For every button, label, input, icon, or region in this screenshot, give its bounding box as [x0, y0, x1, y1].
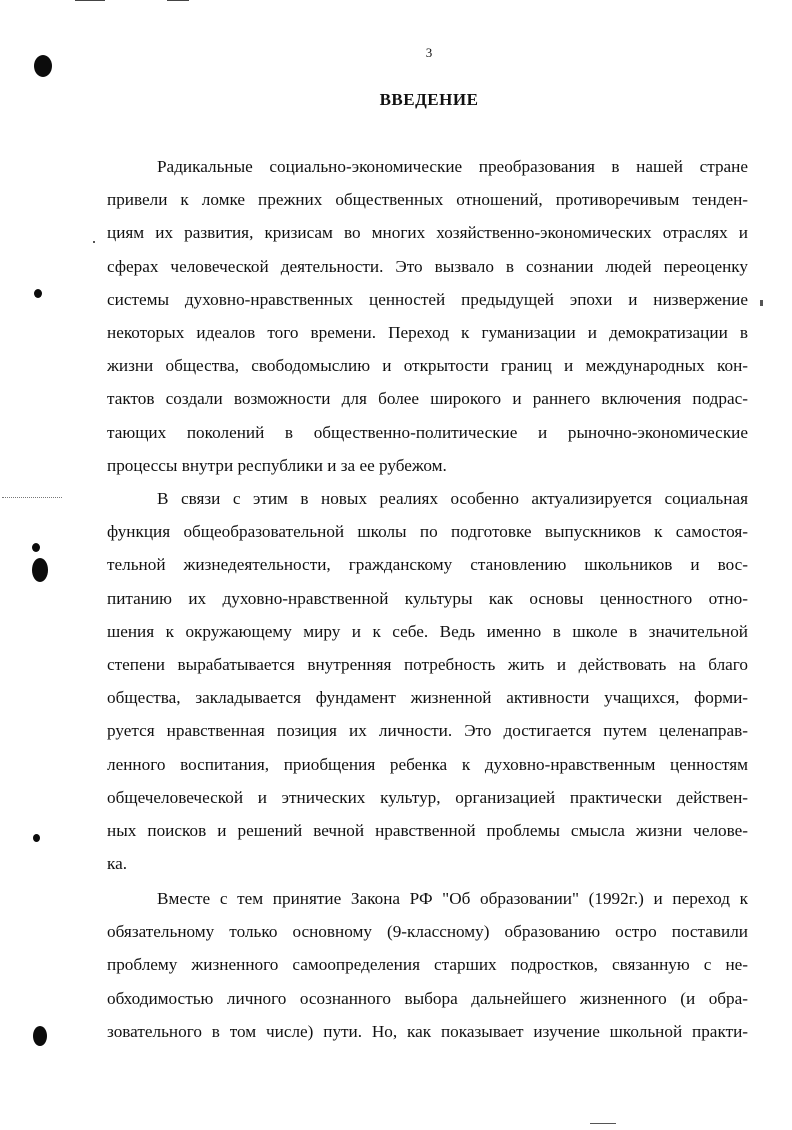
paragraph-2: [107, 482, 748, 880]
text-line: проблему жизненного самоопределения старших подростков, связанную с не-: [107, 955, 748, 975]
text-line: обязательному только основному (9-классному) образованию остро поставили: [107, 922, 748, 942]
binder-hole-3b: [32, 558, 48, 582]
scan-speck: [93, 241, 95, 243]
text-line: общечеловеческой и этнических культур, организацией практически действен-: [107, 787, 748, 807]
scan-top-rule-left: [75, 0, 105, 1]
text-line: тающих поколений в общественно-политические и рыночно-экономические: [107, 422, 748, 442]
text-line: функция общеобразовательной школы по подготовке выпускников к самостоя-: [107, 522, 748, 542]
text-line: ных поисков и решений вечной нравственной проблемы смысла жизни челове-: [107, 820, 748, 840]
margin-dotted-mark: [2, 497, 62, 499]
page-number: 3: [425, 45, 433, 60]
page-title: ВВЕДЕНИЕ: [379, 90, 479, 109]
scan-speck: [590, 1123, 616, 1124]
paragraph-3: [107, 882, 748, 1048]
text-line: шения к окружающему миру и к себе. Ведь именно в школе в значительной: [107, 621, 748, 641]
text-line: Вместе с тем принятие Закона РФ "Об образовании" (1992г.) и переход к: [157, 889, 748, 908]
text-line: процессы внутри республики и за ее рубежом.: [107, 455, 447, 475]
text-line: степени вырабатывается внутренняя потребность жить и действовать на благо: [107, 654, 748, 674]
text-line: общества, закладывается фундамент жизненной активности учащихся, форми-: [107, 688, 748, 708]
text-line: ленного воспитания, приобщения ребенка к духовно-нравственным ценностям: [107, 754, 748, 774]
text-line: руется нравственная позиция их личности. Это достигается путем целенаправ-: [107, 721, 748, 741]
text-line: питанию их духовно-нравственной культуры как основы ценностного отно-: [107, 588, 748, 608]
scan-top-rule-right: [167, 0, 189, 1]
scan-speck: [760, 300, 763, 306]
text-line: тельной жизнедеятельности, гражданскому становлению школьников и вос-: [107, 555, 748, 575]
text-line: привели к ломке прежних общественных отношений, противоречивым тенден-: [107, 190, 748, 210]
text-line: циям их развития, кризисам во многих хозяйственно-экономических отраслях и: [107, 223, 748, 243]
text-line: некоторых идеалов того времени. Переход к гуманизации и демократизации в: [107, 322, 748, 342]
text-line: системы духовно-нравственных ценностей предыдущей эпохи и низвержение: [107, 289, 748, 309]
text-line: В связи с этим в новых реалиях особенно актуализируется социальная: [157, 489, 748, 508]
text-line: ка.: [107, 854, 128, 874]
text-line: жизни общества, свободомыслию и открытости границ и международных кон-: [107, 356, 748, 376]
binder-hole-5: [33, 1026, 47, 1046]
binder-hole-2: [34, 289, 42, 298]
text-line: зовательного в том числе) пути. Но, как показывает изучение школьной практи-: [107, 1021, 748, 1041]
text-line: Радикальные социально-экономические преобразования в нашей стране: [157, 157, 748, 176]
binder-hole-3a: [32, 543, 40, 552]
text-line: обходимостью личного осознанного выбора дальнейшего жизненного (и обра-: [107, 988, 748, 1008]
paragraph-1: [107, 150, 748, 482]
text-line: тактов создали возможности для более широкого и раннего включения подрас-: [107, 389, 748, 409]
text-line: сферах человеческой деятельности. Это вызвало в сознании людей переоценку: [107, 256, 748, 276]
binder-hole-4: [33, 834, 40, 842]
